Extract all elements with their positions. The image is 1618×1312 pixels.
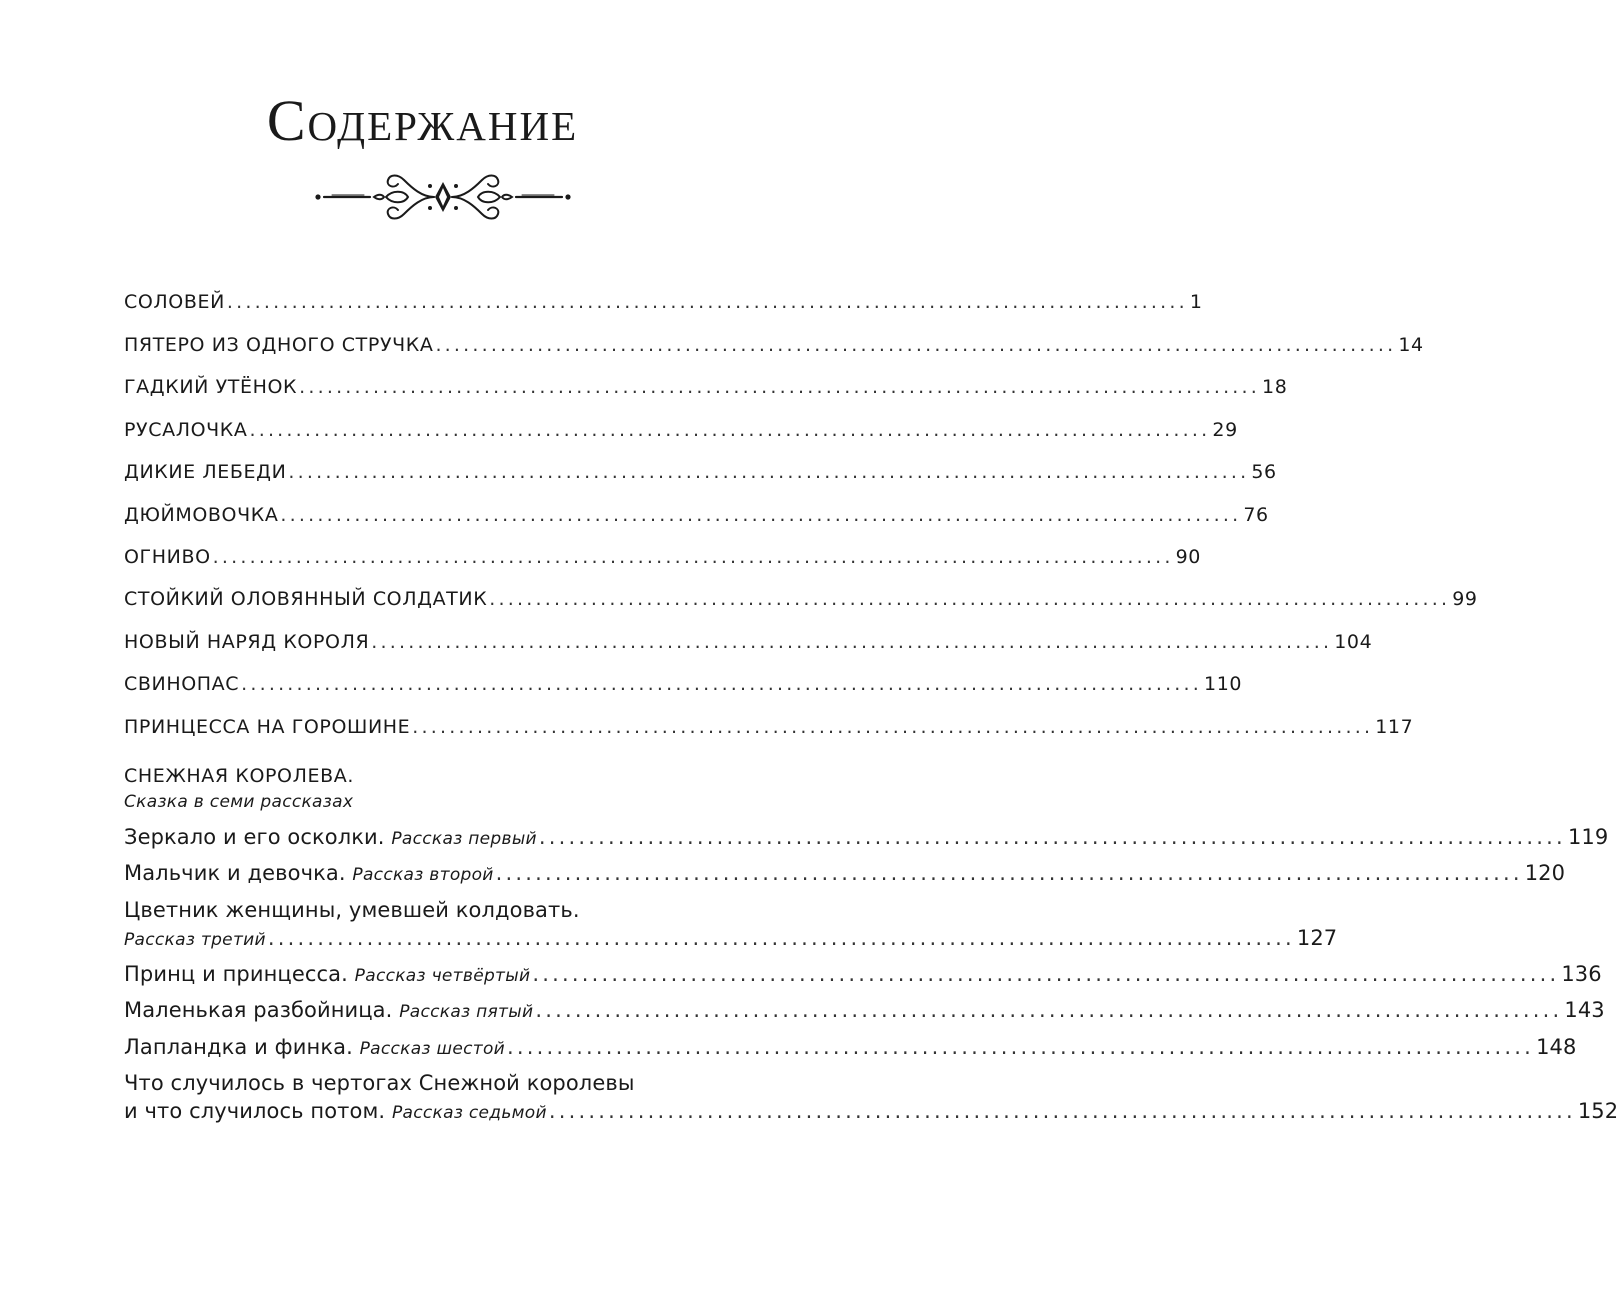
story-page: 143 — [1564, 998, 1605, 1022]
entry-page: 99 — [1452, 588, 1478, 610]
entry-page: 76 — [1243, 504, 1269, 526]
toc-entry[interactable] — [124, 504, 1269, 530]
entry-page: 117 — [1375, 716, 1414, 738]
entry-title: ПРИНЦЕССА НА ГОРОШИНЕ — [124, 716, 411, 738]
story-entry[interactable] — [124, 926, 1338, 952]
story-entry[interactable] — [124, 1099, 1618, 1125]
story-part: Рассказ второй — [352, 865, 494, 885]
story-title: Зеркало и его осколки. — [124, 825, 385, 849]
entry-page: 14 — [1398, 334, 1424, 356]
entry-page: 90 — [1175, 546, 1201, 568]
story-page: 136 — [1561, 962, 1602, 986]
section-title[interactable]: СНЕЖНАЯ КОРОЛЕВА. — [124, 765, 354, 787]
entry-page: 56 — [1251, 461, 1277, 483]
entry-title: СОЛОВЕЙ — [124, 291, 225, 313]
story-title: Лапландка и финка. — [124, 1035, 353, 1059]
story-entry[interactable] — [124, 998, 1605, 1024]
story-entry[interactable] — [124, 825, 1609, 851]
flourish-ornament — [312, 166, 574, 228]
entry-title: ОГНИВО — [124, 546, 211, 568]
dot-leader: ........................................................................................................ — [507, 1035, 1535, 1059]
dot-leader: ........................................................................................................ — [532, 962, 1560, 986]
dot-leader: ........................................................................................................ — [535, 998, 1563, 1022]
section-subtitle: Сказка в семи рассказах — [124, 792, 354, 812]
toc-entry[interactable] — [124, 716, 1414, 742]
dot-leader: ........................................................................................................ — [280, 504, 1242, 526]
story-part: Рассказ седьмой — [391, 1103, 547, 1123]
story-entry[interactable] — [124, 962, 1602, 988]
story-part: Рассказ четвёртый — [354, 966, 531, 986]
entry-title: ГАДКИЙ УТЁНОК — [124, 376, 298, 398]
entry-page: 110 — [1204, 673, 1243, 695]
dot-leader: ........................................................................................................ — [299, 376, 1261, 398]
story-title: Маленькая разбойница. — [124, 998, 393, 1022]
toc-entry[interactable] — [124, 376, 1288, 402]
page-title: Содержание — [266, 88, 579, 153]
entry-title: РУСАЛОЧКА — [124, 419, 248, 441]
story-title-line[interactable]: Цветник женщины, умевшей колдовать. — [124, 898, 580, 922]
toc-entry[interactable] — [124, 588, 1478, 614]
story-part: Рассказ шестой — [359, 1039, 506, 1059]
story-entry[interactable] — [124, 1035, 1577, 1061]
story-title: Мальчик и девочка. — [124, 861, 346, 885]
dot-leader: ........................................................................................................ — [489, 588, 1451, 610]
dot-leader: ........................................................................................................ — [267, 926, 1295, 950]
entry-title: СТОЙКИЙ ОЛОВЯННЫЙ СОЛДАТИК — [124, 588, 488, 610]
entry-page: 29 — [1212, 419, 1238, 441]
dot-leader: ........................................................................................................ — [226, 291, 1188, 313]
toc-entry[interactable] — [124, 334, 1424, 360]
toc-entry[interactable] — [124, 419, 1238, 445]
story-part: Рассказ пятый — [399, 1002, 534, 1022]
dot-leader: ........................................................................................................ — [288, 461, 1250, 483]
entry-title: НОВЫЙ НАРЯД КОРОЛЯ — [124, 631, 370, 653]
entry-page: 18 — [1262, 376, 1288, 398]
dot-leader: ........................................................................................................ — [371, 631, 1333, 653]
entry-title: ДИКИЕ ЛЕБЕДИ — [124, 461, 287, 483]
toc-entry[interactable] — [124, 673, 1243, 699]
story-title: и что случилось потом. — [124, 1099, 386, 1123]
dot-leader: ........................................................................................................ — [548, 1099, 1576, 1123]
entry-page: 1 — [1189, 291, 1203, 313]
toc-entry[interactable] — [124, 546, 1201, 572]
story-title: Принц и принцесса. — [124, 962, 348, 986]
dot-leader: ........................................................................................................ — [249, 419, 1211, 441]
dot-leader: ........................................................................................................ — [538, 825, 1566, 849]
story-entry[interactable] — [124, 861, 1566, 887]
entry-title: ДЮЙМОВОЧКА — [124, 504, 279, 526]
toc-entry[interactable] — [124, 291, 1203, 317]
entry-page: 104 — [1334, 631, 1373, 653]
story-page: 120 — [1524, 861, 1566, 885]
dot-leader: ........................................................................................................ — [412, 716, 1374, 738]
story-page: 152 — [1577, 1099, 1618, 1123]
story-part: Рассказ первый — [391, 829, 537, 849]
toc-entry[interactable] — [124, 461, 1277, 487]
story-title-line[interactable]: Что случилось в чертогах Снежной королевы — [124, 1071, 635, 1095]
story-part: Рассказ третий — [124, 930, 266, 950]
dot-leader: ........................................................................................................ — [241, 673, 1203, 695]
story-page: 119 — [1567, 825, 1609, 849]
story-page: 148 — [1536, 1035, 1577, 1059]
entry-title: СВИНОПАС — [124, 673, 240, 695]
entry-title: ПЯТЕРО ИЗ ОДНОГО СТРУЧКА — [124, 334, 434, 356]
toc-entry[interactable] — [124, 631, 1373, 657]
dot-leader: ........................................................................................................ — [435, 334, 1397, 356]
story-page: 127 — [1296, 926, 1338, 950]
dot-leader: ........................................................................................................ — [495, 861, 1523, 885]
dot-leader: ........................................................................................................ — [212, 546, 1174, 568]
